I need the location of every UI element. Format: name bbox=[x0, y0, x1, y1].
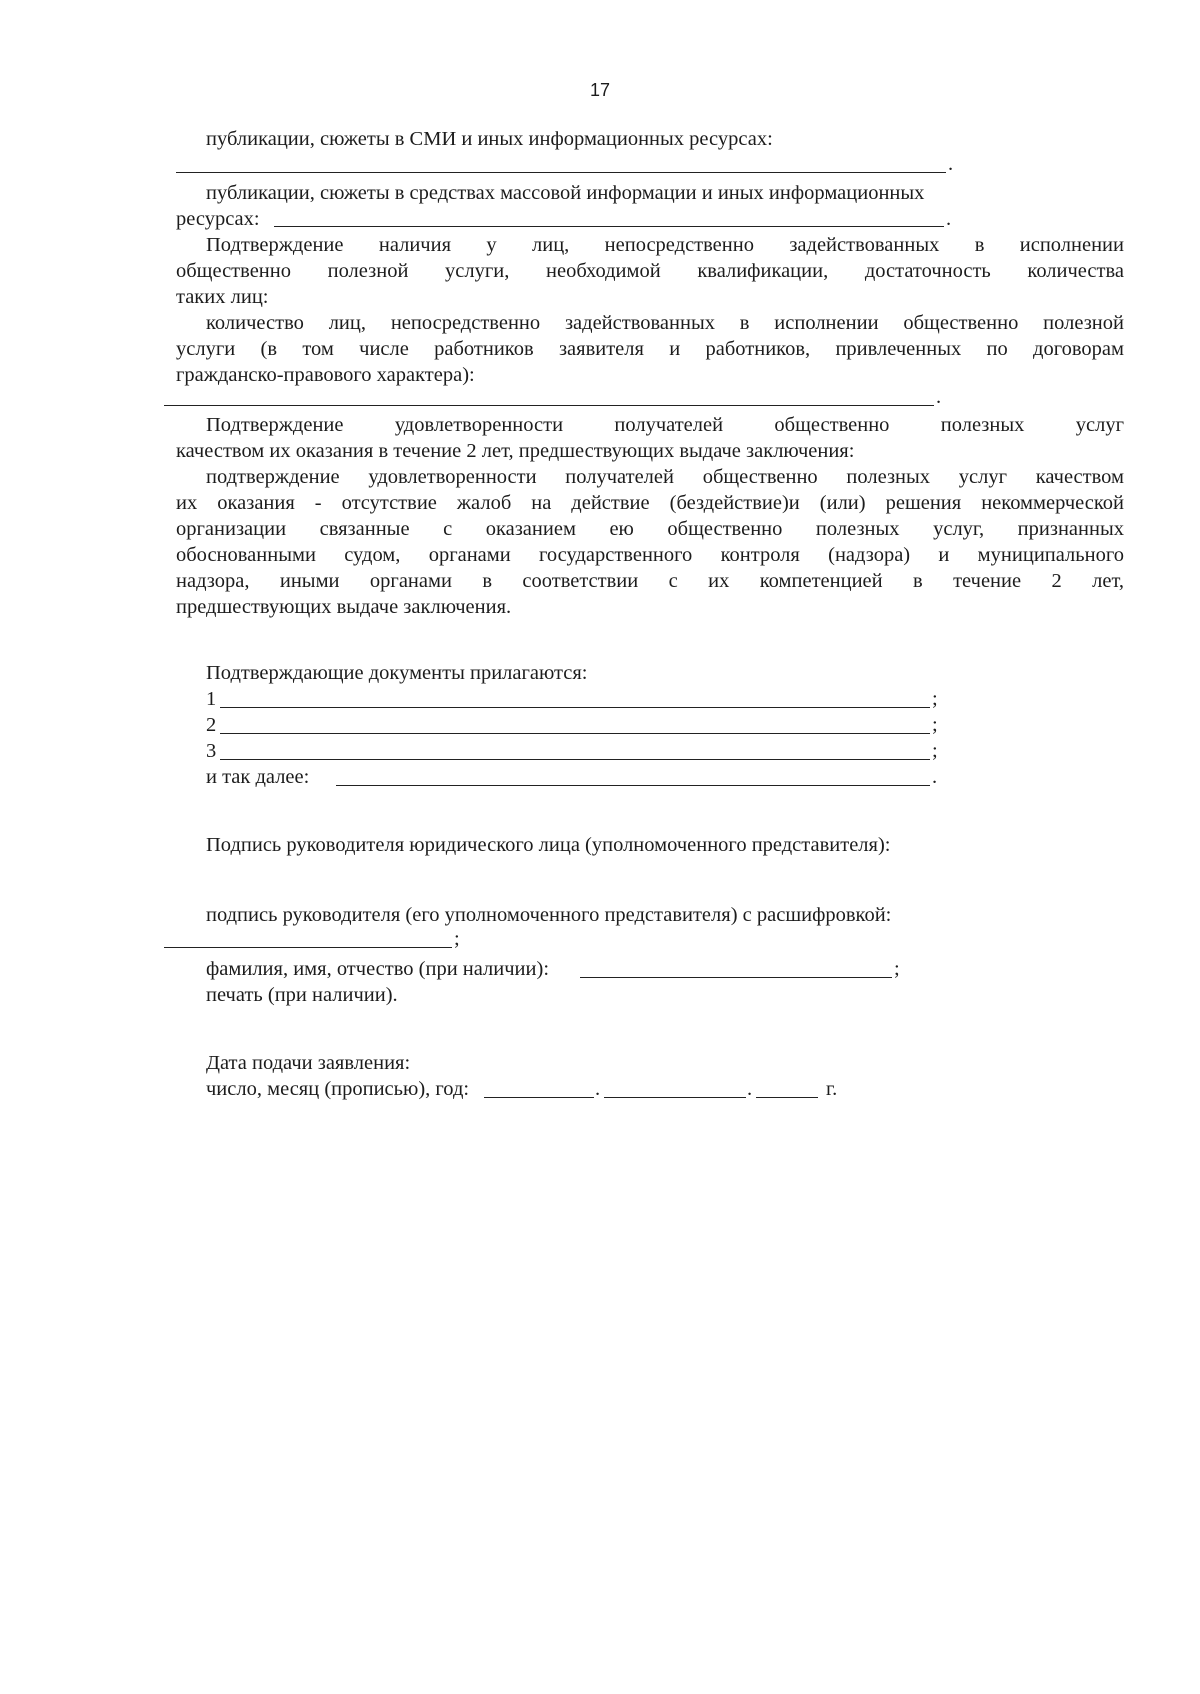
qualification-fill-line bbox=[164, 405, 934, 406]
stamp-label: печать (при наличии). bbox=[206, 984, 398, 1006]
date-label: число, месяц (прописью), год: bbox=[206, 1078, 470, 1100]
document-item-2-end: ; bbox=[932, 714, 938, 736]
document-item-1-end: ; bbox=[932, 688, 938, 710]
document-item-2-line bbox=[220, 733, 930, 734]
media-line-2: публикации, сюжеты в средствах массовой информации и иных информационных bbox=[206, 182, 925, 204]
signature-line bbox=[164, 947, 452, 948]
media-line-1-end: . bbox=[948, 153, 954, 175]
date-day-line bbox=[484, 1097, 594, 1098]
qualification-heading-2: общественно полезной услуги, необходимой квалификации, достаточность количества bbox=[176, 260, 1124, 282]
documents-heading: Подтверждающие документы прилагаются: bbox=[206, 662, 588, 684]
media-line-3-end: . bbox=[946, 208, 952, 230]
full-name-label: фамилия, имя, отчество (при наличии): bbox=[206, 958, 550, 980]
satisfaction-body-6: предшествующих выдаче заключения. bbox=[176, 596, 512, 618]
date-sep-1: . bbox=[595, 1078, 601, 1100]
documents-etc-end: . bbox=[932, 766, 938, 788]
document-item-1-number: 1 bbox=[206, 688, 217, 710]
full-name-line bbox=[580, 977, 892, 978]
satisfaction-body-3: организации связанные с оказанием ею общественно полезных услуг, признанных bbox=[176, 518, 1124, 540]
documents-etc-line bbox=[336, 785, 930, 786]
satisfaction-heading-2: качеством их оказания в течение 2 лет, предшествующих выдаче заключения: bbox=[176, 440, 855, 462]
media-fill-line-1 bbox=[176, 172, 946, 173]
qualification-heading-1: Подтверждение наличия у лиц, непосредственно задействованных в исполнении bbox=[206, 234, 1124, 256]
date-year-line bbox=[756, 1097, 818, 1098]
documents-etc-label: и так далее: bbox=[206, 766, 310, 788]
qualification-count-end: . bbox=[936, 386, 942, 408]
signature-line-end: ; bbox=[454, 928, 460, 950]
qualification-count-1: количество лиц, непосредственно задействованных в исполнении общественно полезной bbox=[206, 312, 1124, 334]
full-name-end: ; bbox=[894, 958, 900, 980]
date-heading: Дата подачи заявления: bbox=[206, 1052, 411, 1074]
qualification-heading-3: таких лиц: bbox=[176, 286, 269, 308]
document-item-3-end: ; bbox=[932, 740, 938, 762]
qualification-count-3: гражданско-правового характера): bbox=[176, 364, 475, 386]
signature-heading: Подпись руководителя юридического лица (уполномоченного представителя): bbox=[206, 834, 891, 856]
satisfaction-body-2: их оказания - отсутствие жалоб на действие (бездействие)и (или) решения некоммерческой bbox=[176, 492, 1124, 514]
date-year-suffix: г. bbox=[826, 1078, 838, 1100]
satisfaction-heading-1: Подтверждение удовлетворенности получателей общественно полезных услуг bbox=[206, 414, 1124, 436]
satisfaction-body-1: подтверждение удовлетворенности получателей общественно полезных услуг качеством bbox=[206, 466, 1124, 488]
media-fill-line-2 bbox=[274, 226, 944, 227]
signature-label: подпись руководителя (его уполномоченного представителя) с расшифровкой: bbox=[206, 904, 892, 926]
document-item-2-number: 2 bbox=[206, 714, 217, 736]
media-line-3: ресурсах: bbox=[176, 208, 260, 230]
document-item-3-line bbox=[220, 759, 930, 760]
page-number: 17 bbox=[589, 80, 611, 100]
document-item-3-number: 3 bbox=[206, 740, 217, 762]
date-month-line bbox=[604, 1097, 746, 1098]
media-line-1: публикации, сюжеты в СМИ и иных информационных ресурсах: bbox=[206, 128, 773, 150]
qualification-count-2: услуги (в том числе работников заявителя и работников, привлеченных по договорам bbox=[176, 338, 1124, 360]
satisfaction-body-5: надзора, иными органами в соответствии с их компетенцией в течение 2 лет, bbox=[176, 570, 1124, 592]
satisfaction-body-4: обоснованными судом, органами государственного контроля (надзора) и муниципального bbox=[176, 544, 1124, 566]
date-sep-2: . bbox=[747, 1078, 753, 1100]
document-item-1-line bbox=[220, 707, 930, 708]
